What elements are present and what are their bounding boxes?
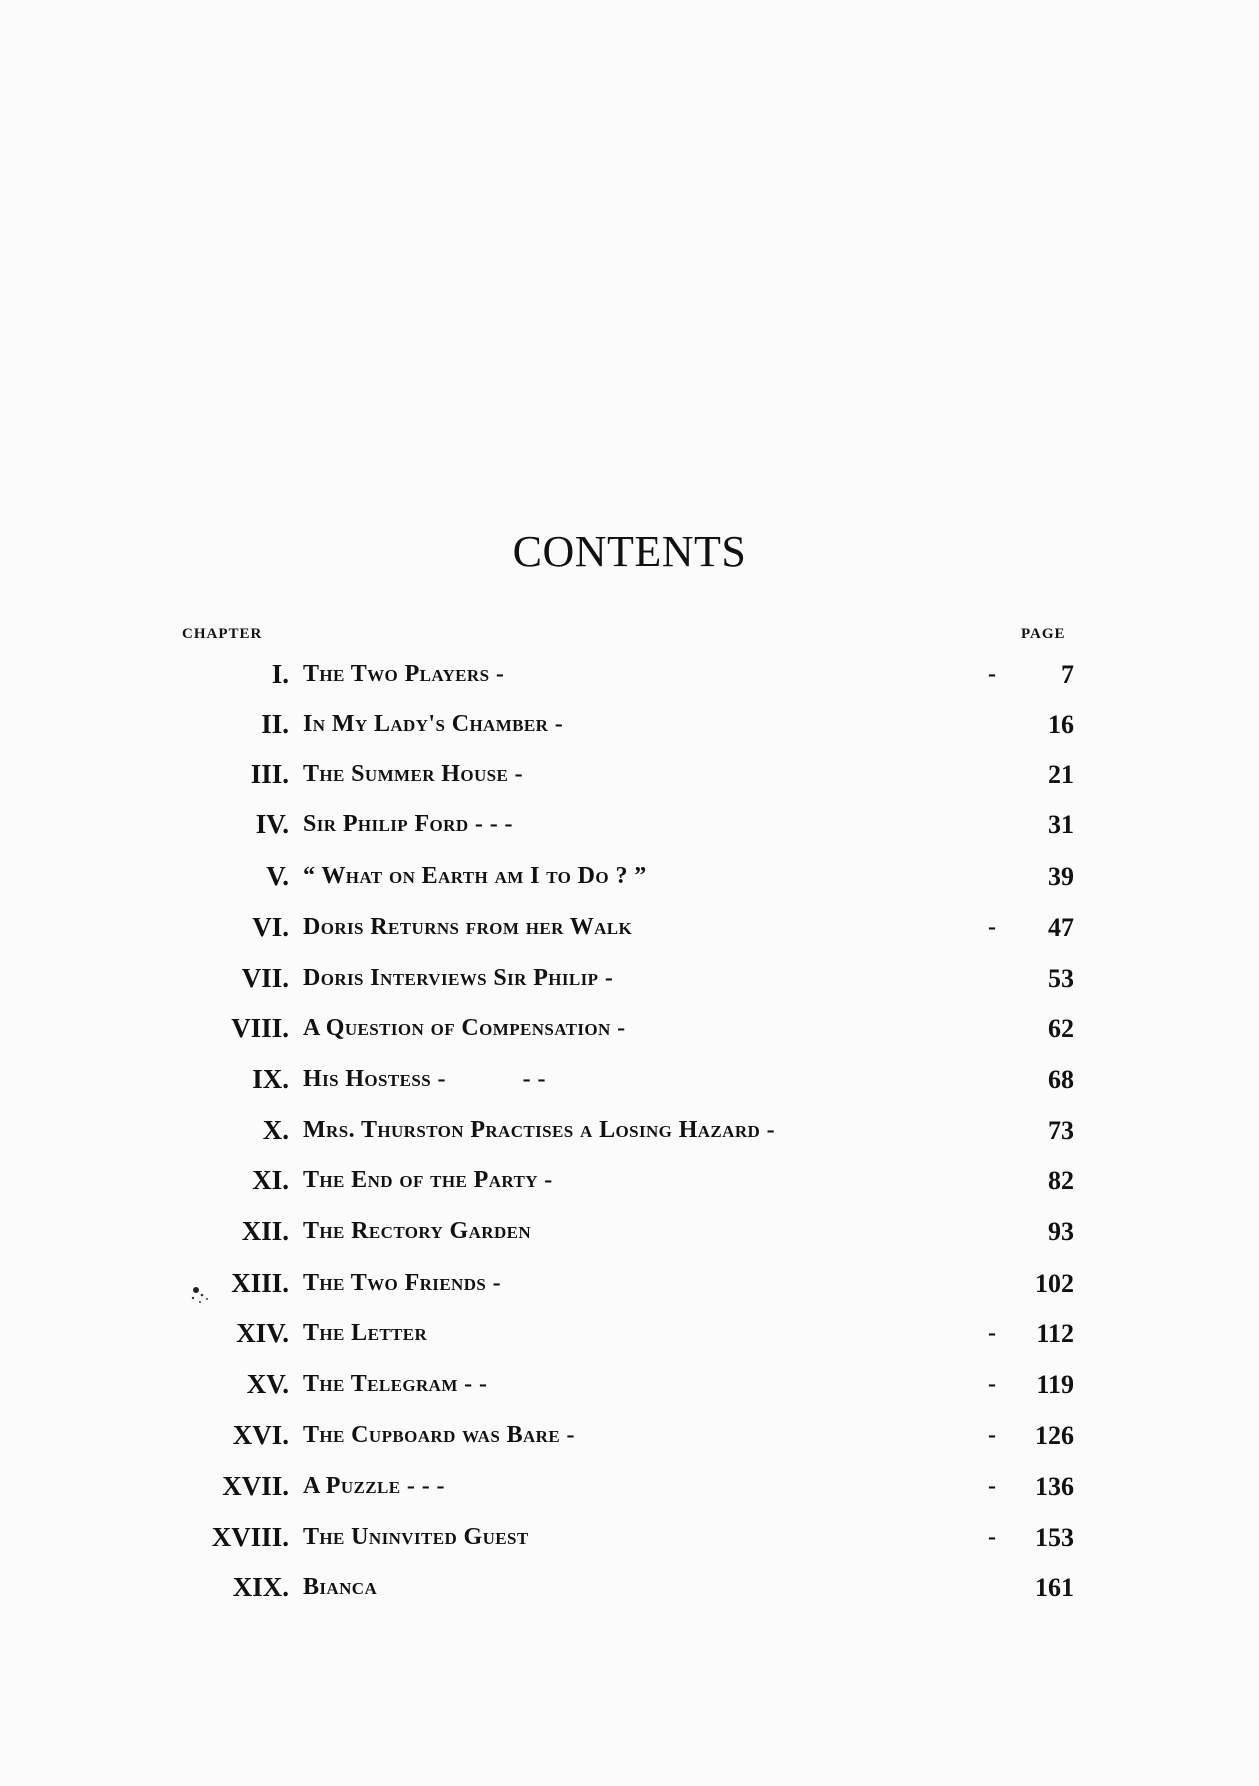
toc-entry	[0, 659, 1259, 703]
page-number: 31	[1048, 810, 1074, 839]
chapter-title: The End of the Party -	[303, 1167, 553, 1193]
page-column-header: PAGE	[1021, 626, 1066, 642]
page-number: 68	[1048, 1065, 1074, 1094]
page-number: 161	[1035, 1573, 1074, 1602]
toc-entry	[0, 861, 1259, 905]
page-number: 136	[1035, 1472, 1074, 1501]
chapter-number: V.	[266, 861, 289, 891]
chapter-title: Mrs. Thurston Practises a Losing Hazard -	[303, 1117, 775, 1143]
toc-entry	[0, 1572, 1259, 1616]
toc-entry	[0, 1522, 1259, 1566]
chapter-title: A Puzzle - - -	[303, 1473, 445, 1499]
chapter-number: IV.	[255, 809, 289, 839]
chapter-number: XVII.	[222, 1471, 289, 1501]
page-number: 82	[1048, 1166, 1074, 1195]
chapter-title: Doris Interviews Sir Philip -	[303, 965, 614, 991]
chapter-number: VIII.	[231, 1013, 289, 1043]
page-number: 153	[1035, 1523, 1074, 1552]
leader-dash: -	[988, 1473, 996, 1499]
toc-entry	[0, 1115, 1259, 1159]
page-number: 53	[1048, 964, 1074, 993]
page-number: 21	[1048, 760, 1074, 789]
leader-dash: -	[988, 1422, 996, 1448]
leader-dash: -	[988, 1320, 996, 1346]
leader-dash: -	[988, 914, 996, 940]
chapter-number: XI.	[252, 1165, 289, 1195]
leader-dash: -	[988, 1371, 996, 1397]
toc-entry	[0, 759, 1259, 803]
chapter-title: His Hostess - - -	[303, 1066, 546, 1092]
chapter-title: The Two Friends -	[303, 1270, 502, 1296]
page-number: 62	[1048, 1014, 1074, 1043]
chapter-title: The Rectory Garden	[303, 1218, 532, 1244]
chapter-number: IX.	[252, 1064, 289, 1094]
chapter-title: A Question of Compensation -	[303, 1015, 626, 1041]
toc-entry	[0, 1216, 1259, 1260]
page-number: 7	[1061, 660, 1074, 689]
toc-entry	[0, 912, 1259, 956]
chapter-number: XIII.	[231, 1268, 289, 1298]
chapter-title: The Cupboard was Bare -	[303, 1422, 575, 1448]
chapter-title: Bianca	[303, 1574, 378, 1600]
leader-dash: -	[988, 661, 996, 687]
toc-entry	[0, 1420, 1259, 1464]
chapter-number: III.	[250, 759, 289, 789]
toc-entry	[0, 1369, 1259, 1413]
page-number: 73	[1048, 1116, 1074, 1145]
chapter-number: XVI.	[232, 1420, 289, 1450]
toc-entry	[0, 1165, 1259, 1209]
chapter-title: The Two Players -	[303, 661, 505, 687]
toc-entry	[0, 1013, 1259, 1057]
chapter-number: XV.	[246, 1369, 289, 1399]
leader-dash: -	[988, 1524, 996, 1550]
chapter-title: “ What on Earth am I to Do ? ”	[303, 863, 647, 889]
page-number: 126	[1035, 1421, 1074, 1450]
toc-entry	[0, 809, 1259, 853]
toc-entry	[0, 963, 1259, 1007]
chapter-title: In My Lady's Chamber -	[303, 711, 564, 737]
page-title: CONTENTS	[512, 527, 747, 576]
chapter-number: XIX.	[232, 1572, 289, 1602]
chapter-number: I.	[271, 659, 289, 689]
chapter-title: The Telegram - -	[303, 1371, 488, 1397]
chapter-number: VI.	[252, 912, 289, 942]
chapter-number: X.	[262, 1115, 289, 1145]
chapter-number: VII.	[241, 963, 289, 993]
page-number: 47	[1048, 913, 1074, 942]
chapter-number: XIV.	[236, 1318, 289, 1348]
page-number: 112	[1036, 1319, 1074, 1348]
page-number: 39	[1048, 862, 1074, 891]
chapter-number: II.	[261, 709, 289, 739]
chapter-title: The Letter	[303, 1320, 428, 1346]
toc-entry	[0, 1064, 1259, 1108]
page-number: 102	[1035, 1269, 1074, 1298]
chapter-column-header: CHAPTER	[182, 626, 263, 642]
chapter-title: Sir Philip Ford - - -	[303, 811, 513, 837]
chapter-title: The Uninvited Guest	[303, 1524, 529, 1550]
chapter-number: XVIII.	[211, 1522, 289, 1552]
toc-entry	[0, 709, 1259, 753]
toc-entry	[0, 1471, 1259, 1515]
chapter-title: The Summer House -	[303, 761, 524, 787]
page-number: 16	[1048, 710, 1074, 739]
chapter-title: Doris Returns from her Walk	[303, 914, 633, 940]
page-number: 93	[1048, 1217, 1074, 1246]
toc-entry	[0, 1318, 1259, 1362]
page-number: 119	[1036, 1370, 1074, 1399]
chapter-number: XII.	[241, 1216, 289, 1246]
ink-smudge-mark	[188, 1278, 218, 1308]
